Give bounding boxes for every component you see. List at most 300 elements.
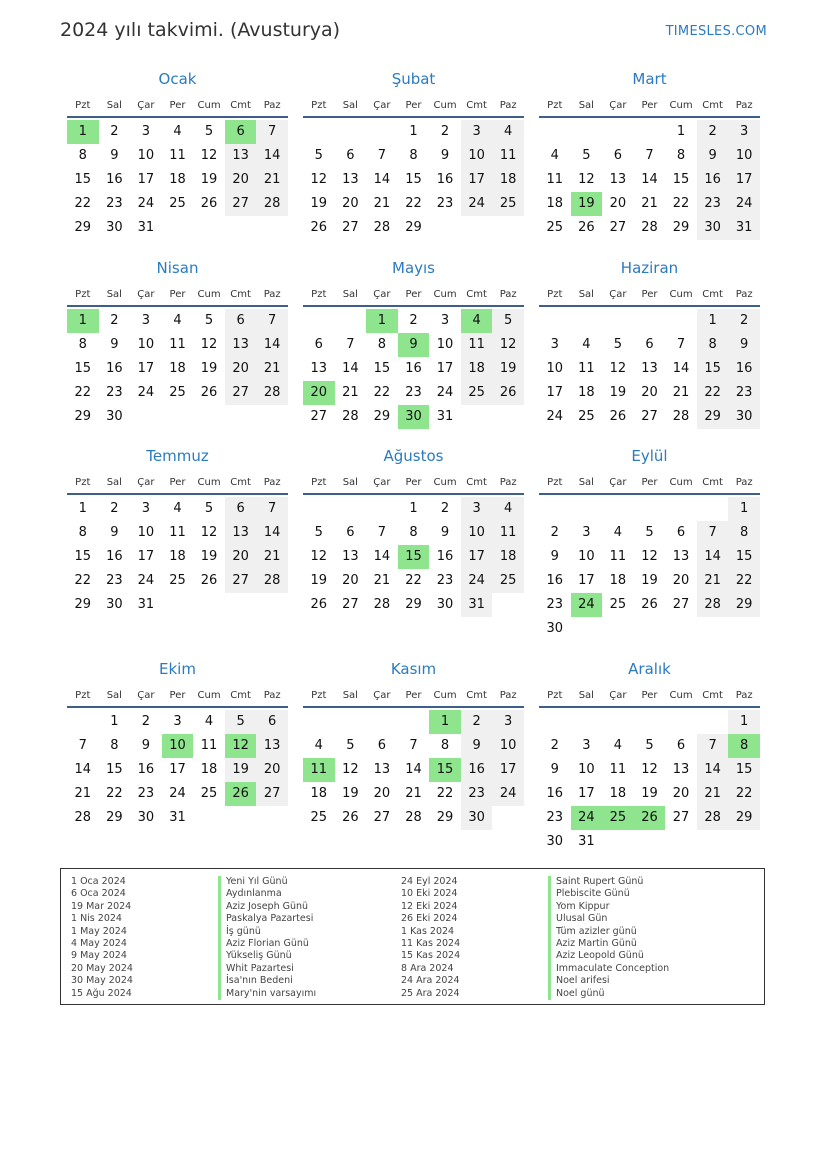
legend-date: 10 Eki 2024 (401, 888, 458, 900)
day-cell: 26 (342, 810, 359, 825)
day-cell: 11 (169, 525, 186, 540)
day-cell: 28 (74, 810, 92, 825)
day-cell: 11 (609, 549, 627, 564)
day-cell: 27 (672, 597, 690, 612)
day-cell: 29 (672, 220, 690, 235)
day-cell: 20 (225, 545, 257, 569)
day-cell: 17 (461, 168, 493, 192)
header-rule (303, 706, 524, 708)
holiday-day-cell: 9 (398, 333, 430, 357)
day-cell: 4 (613, 525, 623, 540)
day-cell: 12 (641, 549, 658, 564)
month-name: Temmuz (146, 447, 209, 465)
day-cell: 6 (225, 497, 257, 521)
day-cell: 21 (256, 357, 288, 381)
day-cell: 12 (200, 337, 218, 352)
day-cell: 1 (409, 501, 418, 516)
day-cell: 2 (409, 313, 418, 328)
day-cell: 16 (405, 361, 422, 376)
day-cell: 21 (373, 196, 391, 211)
weekday-header: Cmt (230, 100, 251, 111)
day-cell: 16 (728, 357, 760, 381)
day-cell: 12 (200, 148, 218, 163)
day-cell: 25 (169, 573, 186, 588)
month-name: Haziran (620, 259, 679, 277)
day-cell: 9 (728, 333, 760, 357)
day-cell: 29 (74, 220, 92, 235)
holiday-day-cell: 26 (634, 806, 666, 830)
weekday-header: Per (405, 289, 422, 300)
day-cell: 10 (137, 525, 155, 540)
day-cell: 19 (200, 549, 218, 564)
day-cell: 22 (74, 385, 92, 400)
header-rule (539, 116, 760, 118)
day-cell: 27 (310, 409, 328, 424)
day-cell: 7 (377, 148, 387, 163)
day-cell: 18 (169, 172, 186, 187)
holiday-day-cell: 24 (571, 593, 603, 617)
day-cell: 27 (342, 220, 359, 235)
day-cell: 27 (373, 810, 391, 825)
holiday-day-cell: 20 (303, 381, 335, 405)
day-cell: 1 (78, 501, 87, 516)
day-cell: 3 (173, 714, 182, 729)
day-cell: 7 (256, 497, 288, 521)
legend-date-column (71, 876, 133, 1000)
holiday-day-cell: 1 (67, 120, 99, 144)
day-cell: 11 (492, 144, 524, 168)
day-cell: 19 (200, 361, 218, 376)
day-cell: 13 (373, 762, 391, 777)
day-cell: 22 (728, 782, 760, 806)
day-cell: 2 (141, 714, 151, 729)
weekday-header: Cmt (230, 477, 251, 488)
day-cell: 2 (697, 120, 729, 144)
day-cell: 7 (78, 738, 87, 753)
day-cell: 11 (200, 738, 218, 753)
weekday-header: Sal (578, 477, 594, 488)
day-cell: 19 (310, 196, 328, 211)
day-cell: 28 (256, 381, 288, 405)
day-cell: 3 (550, 337, 559, 352)
month-name: Aralık (628, 660, 671, 678)
holiday-day-cell: 15 (398, 545, 430, 569)
holiday-day-cell: 6 (225, 120, 257, 144)
day-cell: 3 (141, 501, 151, 516)
legend-holiday-name: Ulusal Gün (548, 913, 669, 925)
day-cell: 2 (110, 501, 119, 516)
weekday-header: Çar (373, 289, 391, 300)
day-cell: 9 (550, 549, 559, 564)
day-cell: 25 (492, 569, 524, 593)
day-cell: 14 (74, 762, 92, 777)
day-cell: 15 (373, 361, 391, 376)
day-cell: 3 (461, 120, 493, 144)
weekday-header: Cum (433, 289, 457, 300)
day-cell: 19 (492, 357, 524, 381)
day-cell: 16 (546, 786, 564, 801)
day-cell: 19 (609, 385, 627, 400)
day-cell: 7 (645, 148, 654, 163)
day-cell: 26 (310, 597, 328, 612)
day-cell: 27 (672, 810, 690, 825)
day-cell: 11 (169, 148, 186, 163)
day-cell: 24 (461, 192, 493, 216)
day-cell: 2 (440, 501, 450, 516)
day-cell: 13 (609, 172, 627, 187)
header-rule (539, 493, 760, 495)
day-cell: 10 (578, 549, 595, 564)
day-cell: 29 (697, 405, 729, 429)
day-cell: 31 (728, 216, 760, 240)
day-cell: 14 (641, 172, 658, 187)
weekday-header: Paz (499, 289, 517, 300)
day-cell: 16 (106, 549, 123, 564)
day-cell: 4 (314, 738, 323, 753)
day-cell: 18 (609, 573, 627, 588)
weekday-header: Cmt (466, 477, 487, 488)
day-cell: 23 (137, 786, 155, 801)
weekday-header: Çar (137, 100, 155, 111)
weekday-header: Per (641, 289, 658, 300)
day-cell: 7 (346, 337, 355, 352)
legend-date: 1 Kas 2024 (401, 925, 455, 937)
weekday-header: Çar (609, 289, 627, 300)
legend-holiday-name: Immaculate Conception (548, 963, 669, 975)
day-cell: 7 (256, 309, 288, 333)
day-cell: 22 (74, 573, 92, 588)
weekday-header: Cmt (230, 690, 251, 701)
day-cell: 24 (461, 569, 493, 593)
day-cell: 10 (546, 361, 564, 376)
day-cell: 13 (672, 549, 690, 564)
weekday-header: Cum (669, 100, 693, 111)
weekday-header: Sal (342, 100, 358, 111)
day-cell: 20 (609, 196, 627, 211)
legend-holiday-name: Noel günü (548, 988, 669, 1000)
legend-date: 9 May 2024 (71, 950, 127, 962)
day-cell: 16 (546, 573, 564, 588)
day-cell: 8 (78, 148, 87, 163)
day-cell: 12 (342, 762, 359, 777)
weekday-header: Çar (609, 477, 627, 488)
weekday-header: Çar (373, 100, 391, 111)
weekday-header: Çar (137, 477, 155, 488)
day-cell: 29 (436, 810, 454, 825)
day-cell: 3 (440, 313, 450, 328)
legend-date: 11 Kas 2024 (401, 937, 461, 949)
day-cell: 29 (373, 409, 391, 424)
day-cell: 23 (697, 192, 729, 216)
day-cell: 23 (106, 196, 123, 211)
day-cell: 25 (169, 196, 186, 211)
day-cell: 1 (728, 497, 760, 521)
legend-holiday-name: Aziz Martin Günü (548, 938, 669, 950)
weekday-header: Cmt (466, 690, 487, 701)
legend-date: 1 May 2024 (71, 925, 127, 937)
day-cell: 20 (373, 786, 391, 801)
legend-holiday-name: İsa'nın Bedeni (218, 975, 316, 987)
day-cell: 24 (728, 192, 760, 216)
day-cell: 23 (461, 782, 493, 806)
weekday-header: Sal (106, 690, 122, 701)
day-cell: 21 (342, 385, 359, 400)
day-cell: 8 (409, 148, 418, 163)
day-cell: 4 (492, 497, 524, 521)
day-cell: 13 (672, 762, 690, 777)
day-cell: 23 (436, 573, 454, 588)
day-cell: 17 (169, 762, 186, 777)
day-cell: 18 (461, 357, 493, 381)
day-cell: 4 (492, 120, 524, 144)
day-cell: 14 (672, 361, 690, 376)
day-cell: 21 (672, 385, 690, 400)
day-cell: 18 (492, 168, 524, 192)
header-rule (67, 116, 288, 118)
day-cell: 9 (141, 738, 151, 753)
day-cell: 5 (204, 124, 214, 139)
day-cell: 5 (204, 313, 214, 328)
day-cell: 12 (492, 333, 524, 357)
day-cell: 21 (641, 196, 658, 211)
day-cell: 30 (546, 621, 564, 636)
holiday-day-cell: 19 (571, 192, 603, 216)
day-cell: 24 (137, 196, 155, 211)
day-cell: 7 (377, 525, 387, 540)
legend-holiday-name: Paskalya Pazartesi (218, 913, 316, 925)
weekday-header: Cum (433, 100, 457, 111)
holiday-day-cell: 15 (429, 758, 461, 782)
day-cell: 23 (546, 810, 564, 825)
day-cell: 15 (74, 549, 92, 564)
day-cell: 28 (697, 593, 729, 617)
weekday-header: Çar (137, 289, 155, 300)
day-cell: 28 (641, 220, 658, 235)
day-cell: 17 (436, 361, 454, 376)
day-cell: 30 (137, 810, 155, 825)
holiday-day-cell: 30 (398, 405, 430, 429)
legend-date: 1 Nis 2024 (71, 913, 122, 925)
day-cell: 2 (728, 309, 760, 333)
weekday-header: Pzt (547, 690, 563, 701)
legend-holiday-name: Yükseliş Günü (218, 950, 316, 962)
day-cell: 6 (346, 148, 355, 163)
day-cell: 19 (225, 758, 257, 782)
day-cell: 29 (728, 593, 760, 617)
header-rule (67, 305, 288, 307)
day-cell: 31 (578, 834, 595, 849)
weekday-header: Paz (499, 690, 517, 701)
day-cell: 1 (697, 309, 729, 333)
weekday-header: Pzt (75, 477, 91, 488)
day-cell: 6 (256, 710, 288, 734)
day-cell: 16 (697, 168, 729, 192)
day-cell: 9 (697, 144, 729, 168)
day-cell: 4 (613, 738, 623, 753)
day-cell: 6 (225, 309, 257, 333)
legend-date: 12 Eki 2024 (401, 900, 458, 912)
month-name: Ağustos (383, 447, 444, 465)
day-cell: 18 (169, 549, 186, 564)
legend-date: 1 Oca 2024 (71, 876, 126, 887)
day-cell: 24 (169, 786, 186, 801)
day-cell: 18 (200, 762, 218, 777)
holiday-day-cell: 11 (303, 758, 335, 782)
day-cell: 26 (578, 220, 595, 235)
day-cell: 8 (110, 738, 119, 753)
day-cell: 28 (405, 810, 422, 825)
day-cell: 26 (492, 381, 524, 405)
day-cell: 15 (697, 357, 729, 381)
day-cell: 30 (106, 220, 123, 235)
day-cell: 13 (342, 549, 359, 564)
day-cell: 14 (697, 758, 729, 782)
legend-name-column (218, 876, 316, 1000)
day-cell: 26 (200, 573, 218, 588)
day-cell: 29 (405, 220, 422, 235)
day-cell: 31 (461, 593, 493, 617)
day-cell: 17 (492, 758, 524, 782)
day-cell: 16 (137, 762, 155, 777)
legend-holiday-name: Whit Pazartesi (218, 963, 316, 975)
legend-date: 24 Eyl 2024 (401, 876, 458, 887)
weekday-header: Paz (735, 289, 753, 300)
holiday-day-cell: 4 (461, 309, 493, 333)
day-cell: 9 (550, 762, 559, 777)
month-name: Ekim (159, 660, 196, 678)
day-cell: 26 (609, 409, 627, 424)
day-cell: 3 (492, 710, 524, 734)
holiday-day-cell: 1 (429, 710, 461, 734)
day-cell: 9 (110, 337, 119, 352)
day-cell: 26 (641, 597, 658, 612)
day-cell: 21 (256, 545, 288, 569)
weekday-header: Pzt (311, 100, 327, 111)
day-cell: 12 (578, 172, 595, 187)
day-cell: 4 (173, 124, 182, 139)
day-cell: 26 (310, 220, 328, 235)
month-name: Ocak (158, 70, 197, 88)
day-cell: 11 (609, 762, 627, 777)
day-cell: 14 (373, 549, 391, 564)
day-cell: 9 (440, 148, 450, 163)
day-cell: 4 (550, 148, 559, 163)
day-cell: 1 (676, 124, 686, 139)
day-cell: 8 (78, 337, 87, 352)
day-cell: 23 (106, 573, 123, 588)
weekday-header: Sal (106, 289, 122, 300)
day-cell: 22 (728, 569, 760, 593)
day-cell: 20 (225, 168, 257, 192)
day-cell: 26 (200, 385, 218, 400)
day-cell: 12 (310, 549, 328, 564)
day-cell: 17 (137, 549, 155, 564)
weekday-header: Paz (263, 690, 281, 701)
page-title: 2024 yılı takvimi. (Avusturya) (60, 19, 341, 41)
day-cell: 3 (141, 313, 151, 328)
month-name: Nisan (156, 259, 199, 277)
weekday-header: Cum (669, 289, 693, 300)
legend-date-column (401, 876, 460, 1000)
day-cell: 23 (405, 385, 422, 400)
holiday-day-cell: 24 (571, 806, 603, 830)
day-cell: 22 (373, 385, 391, 400)
weekday-header: Pzt (75, 690, 91, 701)
day-cell: 21 (697, 569, 729, 593)
day-cell: 2 (550, 738, 559, 753)
day-cell: 5 (492, 309, 524, 333)
header-rule (67, 493, 288, 495)
weekday-header: Çar (609, 690, 627, 701)
day-cell: 7 (256, 120, 288, 144)
day-cell: 29 (74, 409, 92, 424)
day-cell: 15 (728, 758, 760, 782)
day-cell: 31 (137, 597, 155, 612)
day-cell: 22 (405, 196, 422, 211)
day-cell: 23 (106, 385, 123, 400)
day-cell: 23 (436, 196, 454, 211)
day-cell: 17 (137, 172, 155, 187)
day-cell: 14 (256, 521, 288, 545)
weekday-header: Sal (578, 289, 594, 300)
day-cell: 21 (373, 573, 391, 588)
legend-holiday-name: Mary'nin varsayımı (218, 988, 316, 1000)
day-cell: 30 (461, 806, 493, 830)
day-cell: 9 (440, 525, 450, 540)
day-cell: 28 (256, 569, 288, 593)
day-cell: 14 (373, 172, 391, 187)
day-cell: 20 (672, 573, 690, 588)
day-cell: 24 (436, 385, 454, 400)
day-cell: 9 (110, 148, 119, 163)
legend-holiday-name: Aziz Leopold Günü (548, 950, 669, 962)
weekday-header: Cum (433, 477, 457, 488)
day-cell: 10 (578, 762, 595, 777)
day-cell: 6 (377, 738, 387, 753)
weekday-header: Per (169, 477, 186, 488)
weekday-header: Paz (499, 100, 517, 111)
day-cell: 10 (461, 521, 493, 545)
weekday-header: Cum (197, 690, 221, 701)
holiday-day-cell: 1 (366, 309, 398, 333)
day-cell: 5 (645, 525, 654, 540)
day-cell: 13 (225, 521, 257, 545)
day-cell: 28 (697, 806, 729, 830)
legend-date: 25 Ara 2024 (401, 987, 460, 999)
holiday-day-cell: 1 (67, 309, 99, 333)
day-cell: 24 (137, 385, 155, 400)
day-cell: 20 (342, 196, 359, 211)
day-cell: 10 (137, 337, 155, 352)
weekday-header: Cmt (702, 477, 723, 488)
day-cell: 14 (405, 762, 422, 777)
day-cell: 25 (492, 192, 524, 216)
day-cell: 22 (697, 381, 729, 405)
day-cell: 19 (641, 786, 658, 801)
brand-link[interactable]: TIMESLES.COM (665, 24, 767, 39)
day-cell: 29 (74, 597, 92, 612)
header-rule (67, 706, 288, 708)
day-cell: 15 (728, 545, 760, 569)
weekday-header: Per (641, 690, 658, 701)
day-cell: 19 (310, 573, 328, 588)
weekday-header: Paz (735, 477, 753, 488)
weekday-header: Sal (578, 100, 594, 111)
day-cell: 8 (697, 333, 729, 357)
day-cell: 18 (169, 361, 186, 376)
weekday-header: Çar (373, 477, 391, 488)
day-cell: 29 (106, 810, 123, 825)
